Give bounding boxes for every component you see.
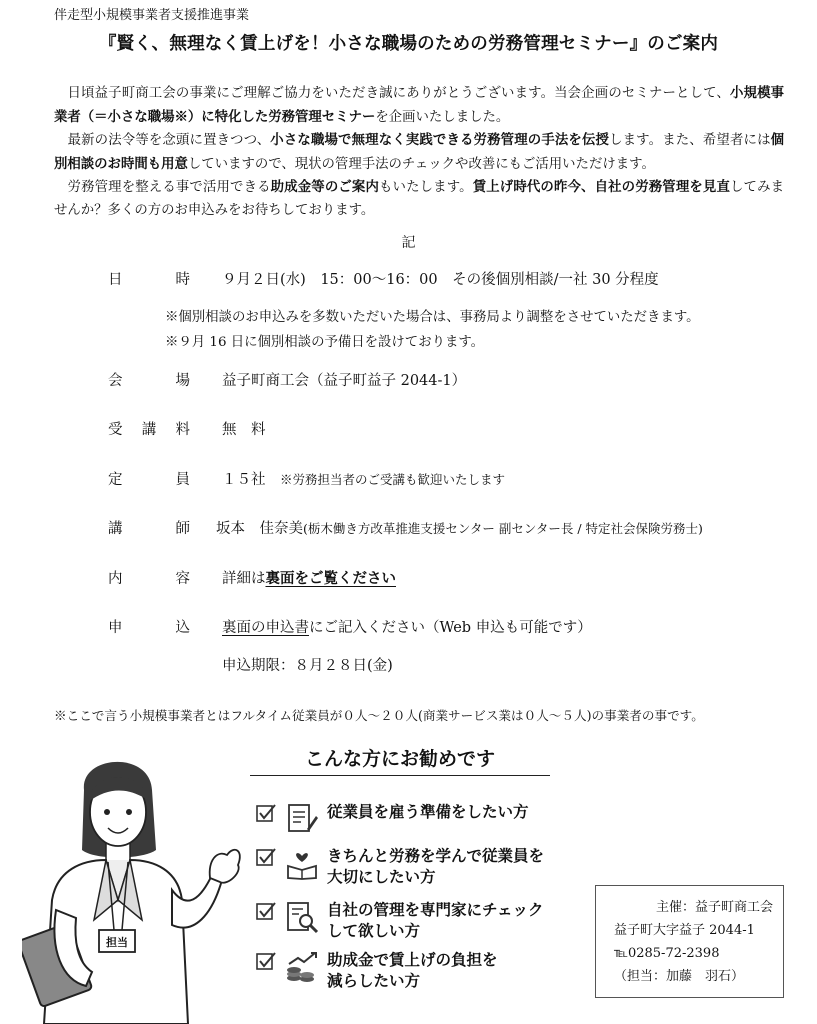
recommend-item: 従業員を雇う準備をしたい方 (255, 802, 529, 836)
capacity-value: １５社 ※労務担当者のご受講も歓迎いたします (222, 472, 506, 488)
date-value: ９月２日(水) 15：00～16：00 その後個別相談/一社 30 分程度 (222, 272, 659, 288)
host-tel: ℡0285-72-2398 (614, 946, 720, 961)
fee-value: 無 料 (222, 422, 266, 438)
intro-paragraph-1: 日頃益子町商工会の事業にご理解ご協力をいただき誠にありがとうございます。当会企画のセミナーとして、小規模事業者（＝小さな職場※）に特化した労務管理セミナーを企画いたしました。 (54, 85, 785, 125)
recommend-item: きちんと労務を学んで従業員を 大切にしたい方 (255, 846, 544, 888)
venue-value: 益子町商工会（益子町益子 2044-1） (222, 373, 467, 389)
checkbox-checked-icon (255, 802, 277, 824)
date-note-2: ※９月 16 日に個別相談の予備日を設けております。 (165, 335, 485, 350)
book-heart-icon (285, 846, 319, 880)
program-name: 伴走型小規模事業者支援推進事業 (54, 8, 250, 23)
recommend-item: 自社の管理を専門家にチェック して欲しい方 (255, 900, 544, 942)
checkbox-checked-icon (255, 846, 277, 868)
page-title: 『賢く、無理なく賃上げを！小さな職場のための労務管理セミナー』のご案内 (98, 34, 719, 54)
host-address: 益子町大字益子 2044-1 (614, 923, 755, 938)
apply-value: 裏面の申込書にご記入ください（Web 申込も可能です） (222, 620, 592, 636)
staff-illustration (22, 750, 247, 1024)
intro-paragraph-3: 労務管理を整える事で活用できる助成金等のご案内もいたします。賃上げ時代の昨今、自社の労務管理を見直してみませんか？多くの方のお申込みをお待ちしております。 (54, 179, 785, 218)
footnote: ※ここで言う小規模事業者とはフルタイム従業員が０人～２０人(商業サービス業は０人～５人)の事業者の事です。 (54, 708, 704, 723)
checkbox-checked-icon (255, 900, 277, 922)
apply-deadline: 申込期限：８月２８日(金) (222, 658, 393, 674)
coins-growth-icon (285, 950, 319, 984)
checklist-magnifier-icon (285, 900, 319, 934)
host-organizer: 主催：益子町商工会 (655, 900, 773, 915)
date-note-1: ※個別相談のお申込みを多数いただいた場合は、事務局より調整をさせていただきます。 (165, 310, 700, 325)
lecturer-value: 坂本 佳奈美(栃木働き方改革推進支援センター 副センター長 / 特定社会保険労務士) (216, 521, 703, 537)
badge-label: 担当 (106, 936, 128, 949)
recommend-item: 助成金で賃上げの負担を 減らしたい方 (255, 950, 498, 992)
host-info-box (595, 885, 784, 998)
host-staff: （担当：加藤 羽石） (614, 969, 745, 984)
content-value: 詳細は裏面をご覧ください (222, 570, 396, 587)
intro-paragraph-2: 最新の法令等を念頭に置きつつ、小さな職場で無理なく実践できる労務管理の手法を伝授します。また、希望者には個別相談のお時間も用意していますので、現状の管理手法のチェックや改善にもご活用いただけます。 (54, 132, 785, 172)
document-pen-icon (285, 802, 319, 836)
recommend-title: こんな方にお勧めです (250, 744, 550, 776)
checkbox-checked-icon (255, 950, 277, 972)
intro-text (54, 82, 784, 223)
ki-heading: 記 (401, 235, 416, 251)
